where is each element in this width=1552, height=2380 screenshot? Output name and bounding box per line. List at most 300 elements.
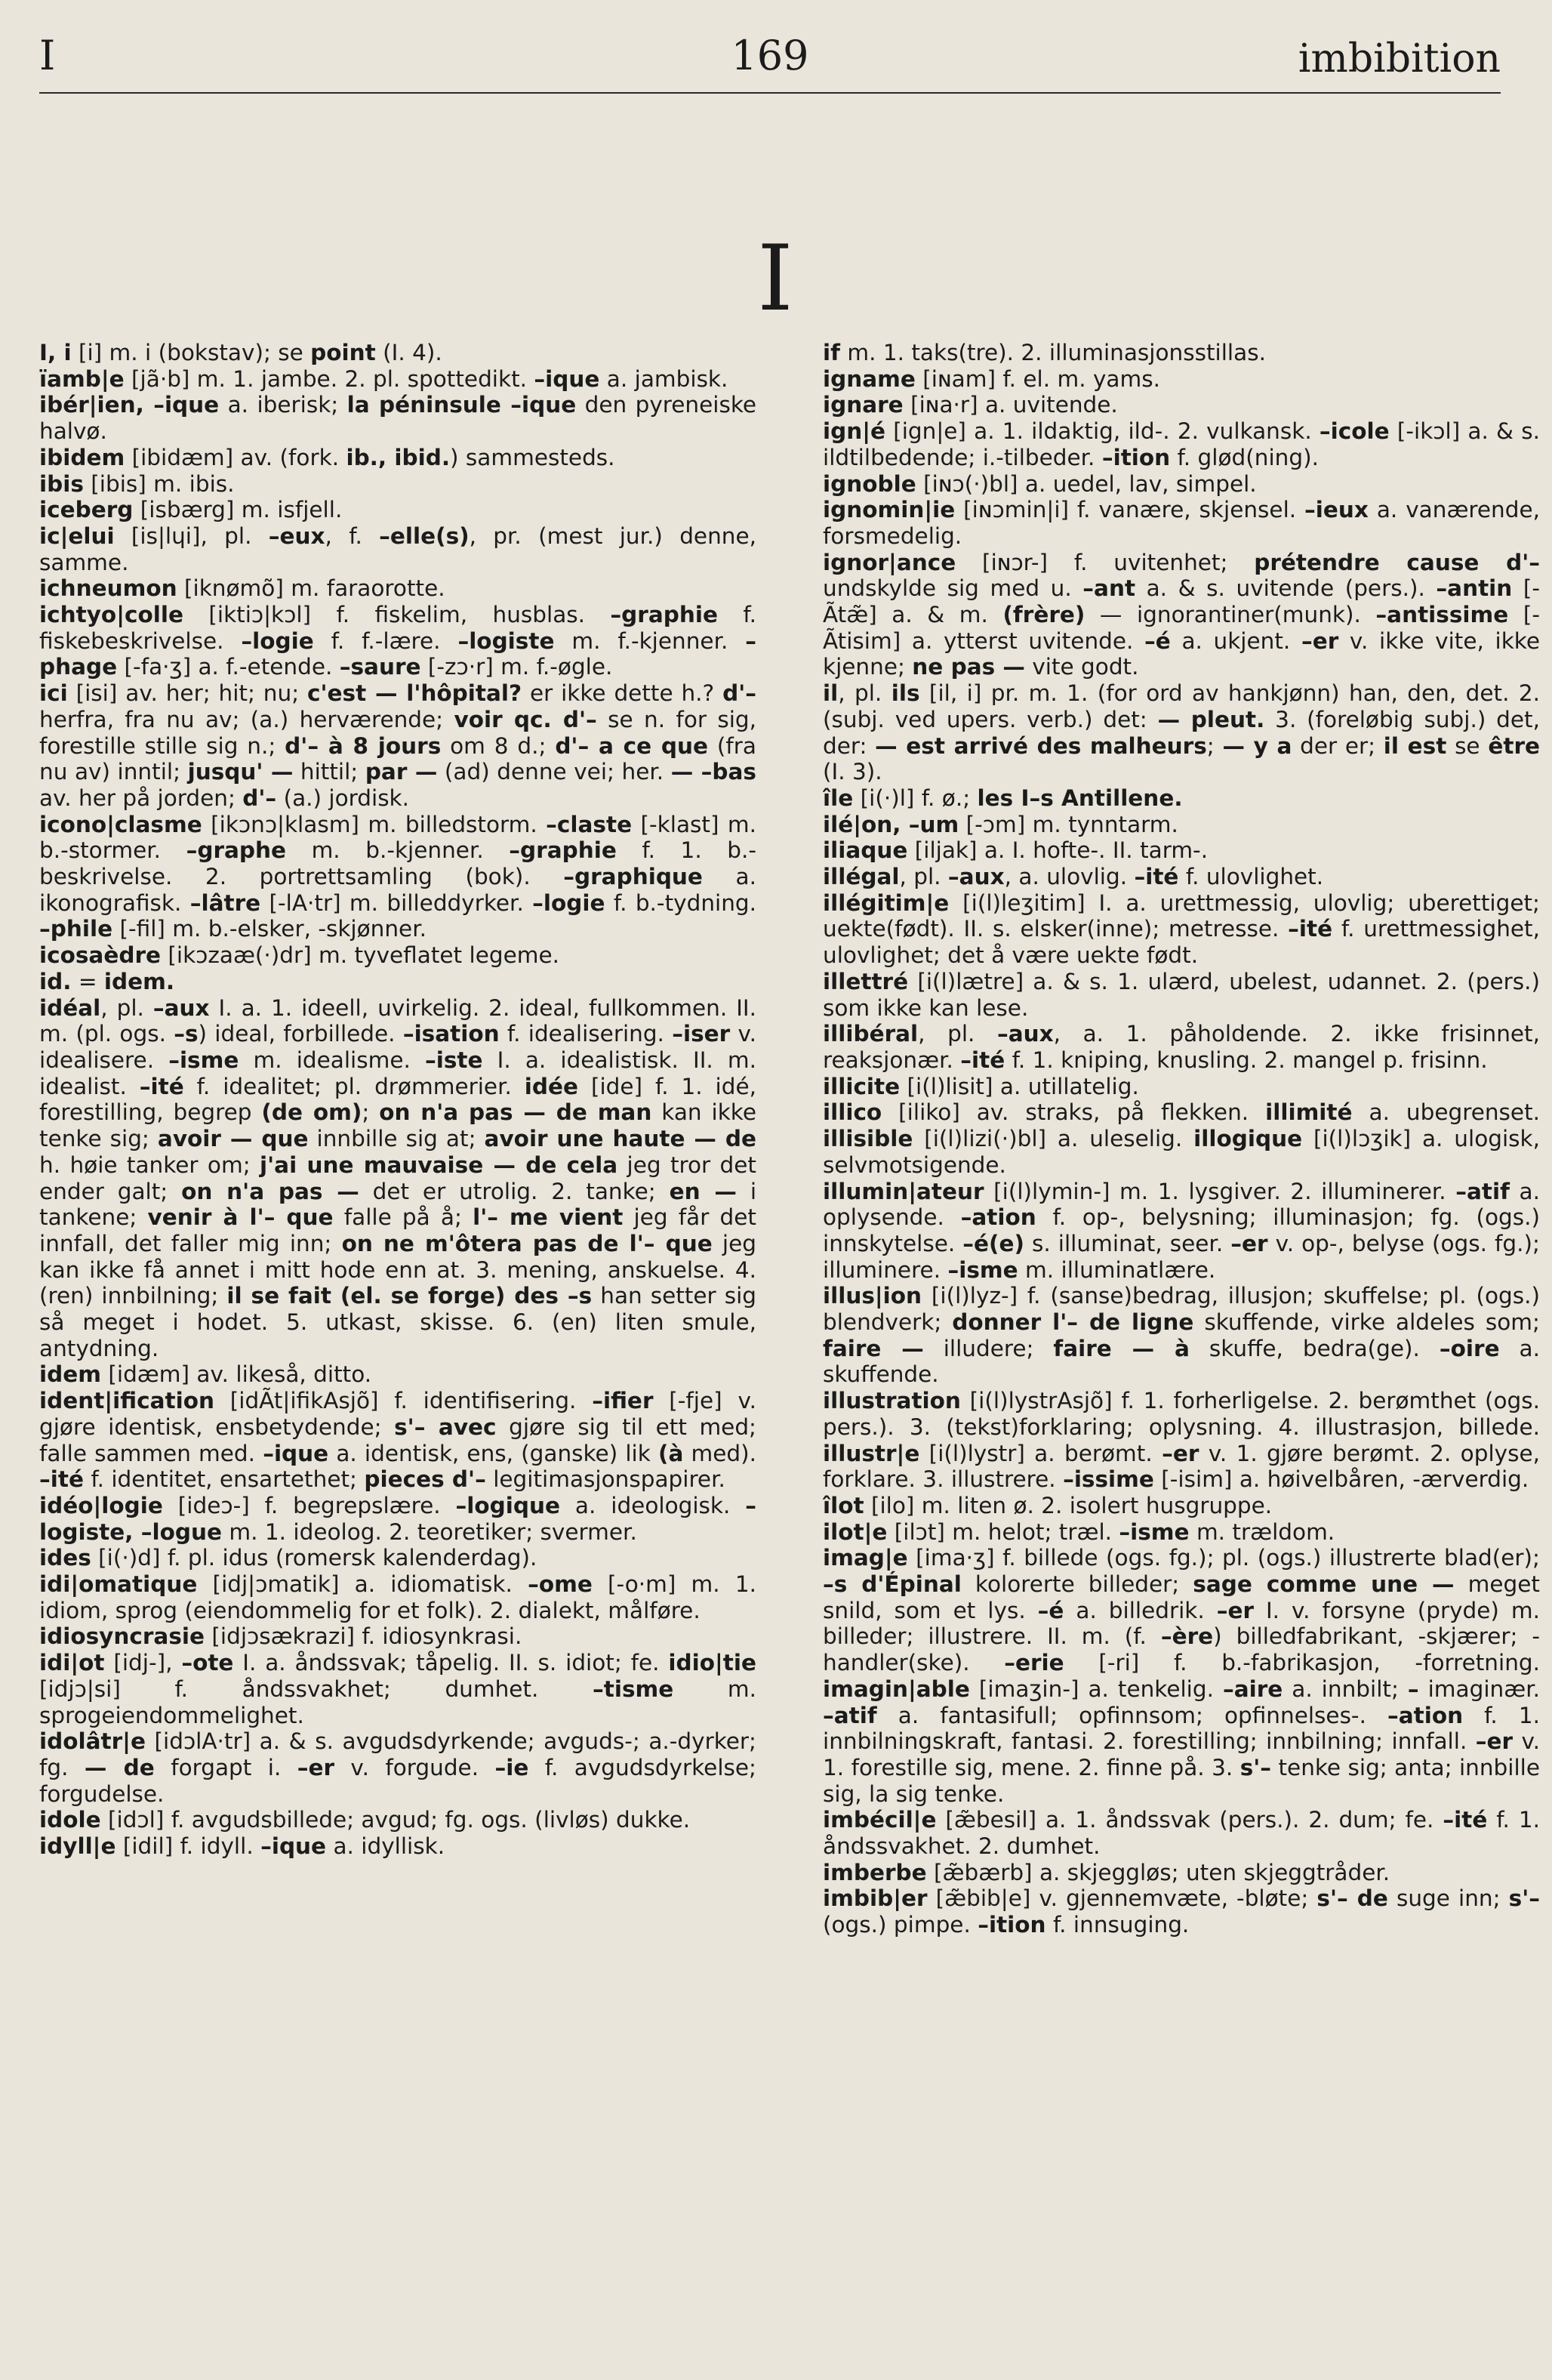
entry-text: a. vanærende, forsmedelig. <box>823 497 1540 549</box>
entry-headword: –isme <box>947 1256 1018 1283</box>
dictionary-entry <box>39 1728 756 1807</box>
entry-headword: –logiste <box>457 627 555 654</box>
entry-headword: ibér|ien, –ique <box>39 392 220 418</box>
entry-text: f. 1. b.-beskrivelse. 2. portrettsamling (bok). <box>39 837 756 890</box>
entry-text: f. identitet, ensartethet; <box>83 1466 365 1493</box>
entry-headword: on n'a pas — de man <box>379 1099 652 1126</box>
entry-headword: jusqu' — <box>187 759 294 785</box>
entry-text: 3. (foreløbig subj.) det, der: <box>823 706 1540 759</box>
entry-headword: il se fait (el. se forge) des –s <box>226 1283 593 1309</box>
entry-text: a. oplysende. <box>823 1178 1540 1231</box>
entry-text: [iknømõ] m. faraorotte. <box>177 575 445 602</box>
dictionary-entry <box>39 471 756 498</box>
entry-text: [i(l)lyz-] f. (sanse)bedrag, illusjon; skuffelse; pl. (ogs.) blendverk; <box>823 1283 1540 1336</box>
entry-text: [ima·ʒ] f. billede (ogs. fg.); pl. (ogs.) illustrerte blad(er); <box>907 1545 1540 1571</box>
entry-headword: –iser <box>672 1021 731 1047</box>
entry-text: I. v. forsyne (pryde) m. billeder; illustrere. II. m. (f. <box>823 1597 1540 1650</box>
entry-text: a. & s. uvitende (pers.). <box>1135 575 1437 602</box>
entry-text: f. 1. kniping, knusling. 2. mangel p. frisinn. <box>1005 1047 1488 1073</box>
entry-text: jeg tror det ender galt; <box>39 1151 756 1204</box>
entry-headword: illustr|e <box>823 1440 920 1466</box>
entry-text: m. sprogeiendommelighet. <box>39 1676 756 1728</box>
entry-text: jeg får det innfall, det faller mig inn; <box>39 1204 756 1256</box>
dictionary-entry <box>39 1388 756 1493</box>
entry-headword: –elle(s) <box>379 523 470 549</box>
entry-headword: (à <box>657 1440 684 1466</box>
entry-headword: id. <box>39 968 72 994</box>
entry-text: [ibidæm] av. (fork. <box>125 444 346 470</box>
entry-text: = <box>71 968 104 994</box>
entry-text: a. identisk, ens, (ganske) lik <box>328 1440 658 1466</box>
entry-headword: –er <box>1162 1440 1199 1466</box>
entry-text: [jã·b] m. 1. jambe. 2. pl. spottedikt. <box>124 365 534 392</box>
entry-headword: ilot|e <box>823 1518 888 1545</box>
entry-headword: imberbe <box>823 1859 927 1885</box>
entry-headword: — –bas <box>670 759 756 785</box>
entry-headword: –ant <box>1082 575 1136 602</box>
entry-text: [i(l)lizi(·)bl] a. uleselig. <box>913 1126 1194 1152</box>
entry-headword: voir qc. d'– <box>454 706 597 732</box>
entry-headword: idem. <box>103 968 175 994</box>
entry-text: [iktiɔ|kɔl] f. fiskelim, husblas. <box>183 602 611 628</box>
entry-headword: –ifier <box>592 1388 654 1414</box>
entry-text: imaginær. <box>1418 1676 1540 1702</box>
entry-text: (ad) denne vei; her. <box>437 759 671 785</box>
entry-headword: prétendre cause d'– <box>1254 549 1540 575</box>
entry-headword: –ation <box>1387 1702 1464 1728</box>
entry-headword: –é <box>1144 627 1171 654</box>
entry-text: tenke sig; anta; innbille sig, la sig tenke. <box>823 1754 1540 1807</box>
entry-text: ; <box>1206 732 1223 759</box>
entry-headword: ilé|on, –um <box>823 811 959 837</box>
entry-text: [idil] f. idyll. <box>115 1833 261 1860</box>
entry-text: , pl. <box>100 994 153 1021</box>
entry-text: han setter sig så meget i hodet. 5. utkast, skisse. 6. (en) liten smule, antydning. <box>39 1283 756 1361</box>
entry-headword: –aux <box>152 994 210 1021</box>
dictionary-entry <box>823 837 1540 864</box>
entry-headword: idéal <box>39 994 101 1021</box>
entry-headword: ign|é <box>823 418 886 445</box>
dictionary-entry <box>823 1545 1540 1807</box>
entry-headword: j'ai une mauvaise — de cela <box>260 1151 618 1178</box>
entry-text: kan ikke tenke sig; <box>39 1099 756 1152</box>
entry-text: hittil; <box>293 759 365 785</box>
dictionary-entry <box>39 602 756 680</box>
entry-headword: ne pas — <box>912 654 1025 680</box>
entry-headword: –logie <box>532 889 605 916</box>
entry-text: skuffende, virke aldeles som; <box>1193 1309 1540 1336</box>
entry-text: s. illuminat, seer. <box>1024 1230 1231 1256</box>
entry-headword: –antin <box>1436 575 1513 602</box>
entry-headword: s'– de <box>1316 1885 1388 1912</box>
entry-text: h. høie tanker om; <box>39 1151 260 1178</box>
entry-headword: –eux <box>268 523 325 549</box>
entry-text: f. idealisering. <box>499 1021 673 1047</box>
entry-text: , pl. <box>899 864 948 890</box>
entry-headword: –s d'Épinal <box>823 1571 962 1598</box>
dictionary-entry <box>823 550 1540 681</box>
entry-text: f. idealitet; pl. drømmerier. <box>183 1073 525 1099</box>
entry-headword: c'est — l'hôpital? <box>307 680 522 707</box>
entry-text: [i(l)leʒitim] I. a. urettmessig, ulovlig; uberettiget; uekte(født). II. s. elsker(inne); metresse. <box>823 889 1540 942</box>
entry-headword: s'– <box>1508 1885 1540 1912</box>
entry-text: , pl. <box>918 1021 997 1047</box>
entry-headword: –ité <box>139 1073 184 1099</box>
dictionary-entry <box>39 995 756 1362</box>
entry-text: [ilɔt] m. helot; træl. <box>887 1518 1119 1545</box>
entry-text: jeg kan ikke få annet i mitt hode enn at. 3. mening, anskuelse. 4. (ren) innbilning; <box>39 1230 756 1309</box>
entry-text: [-Ãtisim] a. ytterst uvitende. <box>823 602 1540 654</box>
entry-text: herfra, fra nu av; (a.) herværende; <box>39 706 454 732</box>
entry-text: m. illuminatlære. <box>1018 1256 1216 1283</box>
entry-headword: ignoble <box>823 470 916 497</box>
entry-headword: –ote <box>181 1650 234 1676</box>
entry-text: m. f.-kjenner. <box>554 627 746 654</box>
entry-text: se <box>1446 732 1489 759</box>
entry-headword: faire — <box>823 1335 924 1361</box>
entry-headword: –ique <box>534 365 600 392</box>
entry-text: a. ukjent. <box>1170 627 1301 654</box>
entry-headword: par — <box>365 759 438 785</box>
entry-text: kolorerte billeder; <box>961 1571 1193 1598</box>
entry-headword: – <box>1407 1676 1419 1702</box>
entry-headword: imbib|er <box>823 1885 928 1912</box>
dictionary-entry <box>823 890 1540 969</box>
entry-headword: s'– avec <box>394 1414 497 1440</box>
entry-text: , a. ulovlig. <box>1004 864 1135 890</box>
entry-text: skuffe, bedra(ge). <box>1189 1335 1440 1361</box>
entry-headword: on ne m'ôtera pas de l'– que <box>341 1230 713 1256</box>
entry-text: [iɴɔ(·)bl] a. uedel, lav, simpel. <box>916 470 1257 497</box>
entry-text: , f. <box>325 523 380 549</box>
entry-text: f. 1. innbilningskraft, fantasi. 2. forestilling; innbilning; innfall. <box>823 1702 1540 1755</box>
entry-headword: –é(e) <box>962 1230 1025 1256</box>
entry-headword: imbécil|e <box>823 1807 937 1833</box>
entry-headword: l'– me vient <box>473 1204 624 1231</box>
entry-text: ) ideal, forbillede. <box>198 1021 403 1047</box>
dictionary-entry <box>39 1545 756 1571</box>
entry-headword: illégitim|e <box>823 889 950 916</box>
entry-text: a. innbilt; <box>1283 1676 1408 1702</box>
entry-headword: idée <box>524 1073 579 1099</box>
dictionary-entry <box>39 1493 756 1545</box>
entry-headword: iliaque <box>823 837 908 864</box>
entry-text: [iɴɔmin|i] f. vanære, skjensel. <box>955 497 1305 523</box>
entry-headword: –er <box>1216 1597 1255 1623</box>
dictionary-entry <box>823 1493 1540 1519</box>
entry-text: v. idealisere. <box>39 1021 756 1073</box>
dictionary-entry <box>39 812 756 943</box>
entry-headword: –saure <box>339 654 421 680</box>
entry-headword: –ité <box>39 1466 84 1493</box>
entry-text: er ikke dette h.? <box>522 680 723 707</box>
entry-headword: illisible <box>823 1126 913 1152</box>
entry-text: — ignorantiner(munk). <box>1085 602 1376 628</box>
entry-headword: illimité <box>1265 1099 1353 1126</box>
entry-headword: d'– <box>242 785 277 811</box>
dictionary-entry <box>823 1179 1540 1284</box>
entry-text: v. op-, belyse (ogs. fg.); illuminere. <box>823 1230 1540 1283</box>
entry-headword: illicite <box>823 1073 901 1099</box>
entry-text: [-zɔ·r] m. f.-øgle. <box>420 654 613 680</box>
entry-text: [ilo] m. liten ø. 2. isolert husgruppe. <box>864 1492 1273 1518</box>
dictionary-entry <box>823 340 1540 366</box>
entry-text: [-klast] m. b.-stormer. <box>39 811 756 864</box>
entry-headword: –lâtre <box>189 889 261 916</box>
entry-headword: –claste <box>546 811 633 837</box>
entry-headword: –er <box>1230 1230 1268 1256</box>
entry-text: m. 1. taks(tre). 2. illuminasjonsstillas. <box>839 340 1266 365</box>
entry-headword: ichneumon <box>39 575 177 602</box>
entry-text: [iɴɔr-] f. uvitenhet; <box>956 549 1255 575</box>
entry-headword: faire — à <box>1053 1335 1190 1361</box>
entry-headword: –ité <box>1134 864 1179 890</box>
entry-headword: d'– à 8 jours <box>285 732 442 759</box>
entry-headword: –ité <box>1443 1807 1488 1833</box>
right-column <box>823 340 1540 2333</box>
entry-headword: –ité <box>960 1047 1005 1073</box>
entry-headword: ibidem <box>39 444 125 470</box>
entry-text: suge inn; <box>1387 1885 1509 1912</box>
entry-headword: illus|ion <box>823 1283 922 1309</box>
entry-headword: imag|e <box>823 1545 908 1571</box>
entry-text: m. trældom. <box>1189 1518 1335 1545</box>
entry-headword: –icole <box>1319 418 1390 445</box>
entry-headword: d'– a ce que <box>555 732 709 759</box>
entry-text: ) sammesteds. <box>450 444 615 470</box>
dictionary-entry <box>823 471 1540 498</box>
entry-text: (I. 3). <box>823 759 882 785</box>
entry-headword: –ique <box>260 1833 327 1860</box>
entry-headword: –graphie <box>610 602 718 628</box>
entry-headword: –aux <box>947 864 1005 890</box>
dictionary-entry <box>823 418 1540 470</box>
dictionary-entry <box>39 680 756 812</box>
dictionary-entry <box>823 1860 1540 1886</box>
entry-headword: –ité <box>1288 916 1333 942</box>
entry-headword: illogique <box>1193 1126 1303 1152</box>
dictionary-entry <box>823 1885 1540 1938</box>
dictionary-entry <box>823 864 1540 890</box>
entry-text: , a. 1. påholdende. 2. ikke frisinnet, reaksjonær. <box>823 1021 1540 1073</box>
entry-headword: idyll|e <box>39 1833 116 1860</box>
dictionary-entry <box>823 969 1540 1021</box>
entry-headword: — est arrivé des malheurs <box>875 732 1207 759</box>
entry-text: den pyreneiske halvø. <box>39 392 756 445</box>
entry-headword: illumin|ateur <box>823 1178 984 1204</box>
entry-headword: venir à l'– que <box>147 1204 334 1231</box>
entry-text: det er utrolig. 2. tanke; <box>359 1178 670 1204</box>
entry-headword: –erie <box>1004 1650 1064 1676</box>
entry-text: [idÃt|ifikAsjõ] f. identifisering. <box>214 1388 593 1414</box>
entry-headword: avoir — que <box>157 1126 309 1152</box>
entry-text: [-ɔm] m. tynntarm. <box>959 811 1178 837</box>
entry-headword: ides <box>39 1545 91 1571</box>
entry-text: [ikɔzaæ(·)dr] m. tyveflatet legeme. <box>161 942 559 969</box>
entry-headword: les I–s Antillene. <box>977 785 1183 811</box>
entry-headword: (de om) <box>261 1099 362 1126</box>
entry-headword: imagin|able <box>823 1676 970 1702</box>
entry-text: [i] m. i (bokstav); se <box>71 340 311 365</box>
entry-text: a. billedrik. <box>1064 1597 1217 1623</box>
guide-word: imbibition <box>1298 36 1501 82</box>
entry-text: f. ulovlighet. <box>1178 864 1324 890</box>
entry-headword: –graphie <box>509 837 617 864</box>
dictionary-entry <box>823 1283 1540 1388</box>
entry-text: I. a. 1. ideell, uvirkelig. 2. ideal, fullkommen. II. m. (pl. ogs. <box>39 994 756 1047</box>
entry-text: innbille sig at; <box>308 1126 485 1152</box>
entry-text: a. idyllisk. <box>326 1833 445 1860</box>
entry-headword: idem <box>39 1361 101 1388</box>
entry-headword: idolâtr|e <box>39 1728 146 1755</box>
entry-headword: –er <box>1475 1728 1514 1755</box>
entry-headword: illégal <box>823 864 900 890</box>
entry-text: [-fil] m. b.-elsker, -skjønner. <box>112 916 427 942</box>
entry-text: a. iberisk; <box>219 392 347 418</box>
entry-text: illudere; <box>923 1335 1054 1361</box>
entry-headword: icosaèdre <box>39 942 162 969</box>
entry-headword: –é <box>1037 1597 1064 1623</box>
entry-text: f. innsuging. <box>1045 1912 1190 1938</box>
entry-text: [il, i] pr. m. 1. (for ord av hankjønn) han, den, det. 2. (subj. ved upers. verb.) det: <box>823 680 1540 732</box>
entry-text: se n. for sig, forestille stille sig n.; <box>39 706 756 759</box>
entry-text: [ign|e] a. 1. ildaktig, ild-. 2. vulkansk. <box>885 418 1320 445</box>
entry-headword: il <box>823 680 839 707</box>
entry-text: [iɴa·r] a. uvitende. <box>903 392 1118 418</box>
entry-text: [-ri] f. b.-fabrikasjon, -forretning. <box>1064 1650 1540 1676</box>
entry-text: [æ̃bærb] a. skjeggløs; uten skjeggtråder. <box>926 1859 1390 1885</box>
entry-headword: –isme <box>168 1047 239 1073</box>
entry-text: , pl. <box>838 680 891 707</box>
entry-headword: en — <box>669 1178 737 1204</box>
entry-text: [æ̃besil] a. 1. åndssvak (pers.). 2. dum; fe. <box>936 1807 1443 1833</box>
header-letter: I <box>39 32 56 79</box>
dictionary-entry <box>39 1623 756 1650</box>
entry-headword: –ome <box>528 1571 593 1598</box>
entry-text: der er; <box>1292 732 1384 759</box>
entry-text: I. a. åndssvak; tåpelig. II. s. idiot; fe. <box>233 1650 669 1676</box>
entry-text: legitimasjonspapirer. <box>485 1466 725 1493</box>
entry-text: m. 1. ideolog. 2. teoretiker; svermer. <box>222 1518 637 1545</box>
entry-headword: iceberg <box>39 497 134 523</box>
entry-headword: –ition <box>978 1912 1046 1938</box>
entry-headword: –ation <box>960 1204 1036 1231</box>
entry-headword: ib., ibid. <box>346 444 451 470</box>
dictionary-entry <box>823 1519 1540 1546</box>
entry-headword: –iste <box>424 1047 483 1073</box>
entry-text: f. avgudsdyrkelse; forgudelse. <box>39 1754 756 1807</box>
entry-text: i tankene; <box>39 1178 756 1231</box>
entry-headword: ident|ification <box>39 1388 214 1414</box>
dictionary-entry <box>39 969 756 995</box>
entry-headword: illustration <box>823 1388 961 1414</box>
entry-text: [idjɔ|si] f. åndssvakhet; dumhet. <box>39 1676 593 1702</box>
dictionary-entry <box>39 392 756 444</box>
entry-text: I. a. idealistisk. II. m. idealist. <box>39 1047 756 1099</box>
dictionary-entry <box>823 1021 1540 1073</box>
entry-text: [i(l)lystr] a. berømt. <box>919 1440 1162 1466</box>
entry-text: (fra nu av) inntil; <box>39 732 756 785</box>
entry-headword: –ie <box>494 1754 529 1780</box>
entry-headword: idiosyncrasie <box>39 1623 205 1650</box>
entry-text: [isbærg] m. isfjell. <box>133 497 343 523</box>
entry-headword: if <box>823 340 840 365</box>
dictionary-entry <box>39 445 756 471</box>
entry-headword: –s <box>174 1021 199 1047</box>
entry-headword: illico <box>823 1099 882 1126</box>
entry-headword: on n'a pas — <box>181 1178 359 1204</box>
entry-headword: –oire <box>1439 1335 1500 1361</box>
entry-headword: illibéral <box>823 1021 919 1047</box>
dictionary-entry <box>39 575 756 602</box>
entry-headword: –aux <box>996 1021 1054 1047</box>
entry-headword: icono|clasme <box>39 811 202 837</box>
entry-headword: –logiste, –logue <box>39 1492 756 1545</box>
entry-headword: –ère <box>1160 1623 1214 1650</box>
entry-headword: être <box>1488 732 1540 759</box>
entry-headword: ils <box>891 680 920 707</box>
entry-text: om 8 d.; <box>441 732 556 759</box>
entry-headword: –graphique <box>563 864 703 890</box>
entry-headword: –graphe <box>186 837 287 864</box>
entry-headword: la péninsule –ique <box>346 392 577 418</box>
entry-text: [idj|ɔmatik] a. idiomatisk. <box>197 1571 528 1598</box>
entry-headword: pieces d'– <box>364 1466 486 1493</box>
entry-text: m. idealisme. <box>239 1047 425 1073</box>
entry-text: ) billedfabrikant, -skjærer; -handler(ske). <box>823 1623 1540 1676</box>
entry-headword: — pleut. <box>1157 706 1265 732</box>
entry-text: m. b.-kjenner. <box>286 837 510 864</box>
entry-headword: –antissime <box>1375 602 1509 628</box>
entry-headword: ic|elui <box>39 523 115 549</box>
entry-headword: –issime <box>1063 1466 1154 1493</box>
entry-text: a. ideologisk. <box>560 1492 746 1518</box>
entry-text: [-isim] a. høivelbåren, -ærverdig. <box>1153 1466 1529 1493</box>
dictionary-entry <box>39 1833 756 1860</box>
entry-headword: –ique <box>263 1440 329 1466</box>
entry-headword: (frère) <box>1002 602 1085 628</box>
entry-headword: idio|tie <box>668 1650 756 1676</box>
dictionary-entry <box>39 340 756 366</box>
entry-headword: — de <box>84 1754 155 1780</box>
entry-text: [isi] av. her; hit; nu; <box>67 680 307 707</box>
dictionary-entry <box>823 812 1540 838</box>
entry-text: f. f.-lære. <box>313 627 458 654</box>
entry-headword: –isme <box>1119 1518 1190 1545</box>
entry-text: [idæm] av. likeså, ditto. <box>100 1361 372 1388</box>
entry-text: undskylde sig med u. <box>823 575 1083 602</box>
entry-headword: I, i <box>39 340 72 365</box>
entry-text: a. ikonografisk. <box>39 864 756 916</box>
entry-text: [imaʒin-] a. tenkelig. <box>969 1676 1223 1702</box>
entry-text: [-o·m] m. 1. idiom, sprog (eiendommelig for et folk). 2. dialekt, målføre. <box>39 1571 756 1623</box>
entry-text: [ikɔnɔ|klasm] m. billedstorm. <box>202 811 547 837</box>
dictionary-entry <box>39 1361 756 1388</box>
entry-headword: –phage <box>39 627 756 680</box>
entry-text: [ide] f. 1. idé, forestilling, begrep <box>39 1073 756 1126</box>
entry-text: a. fantasifull; opfinnsom; opfinnelses-. <box>876 1702 1387 1728</box>
dictionary-entry <box>39 366 756 393</box>
entry-headword: ibis <box>39 470 84 497</box>
entry-text: [æ̃bib|e] v. gjennemvæte, -bløte; <box>927 1885 1317 1912</box>
page-number: 169 <box>731 32 809 79</box>
entry-text: v. ikke vite, ikke kjenne; <box>823 627 1540 680</box>
entry-text: meget snild, som et lys. <box>823 1571 1540 1623</box>
entry-headword: ïamb|e <box>39 365 125 392</box>
entry-headword: donner l'– de ligne <box>952 1309 1194 1336</box>
entry-headword: point <box>310 340 376 365</box>
entry-text: [idɔl] f. avgudsbillede; avgud; fg. ogs. (livløs) dukke. <box>100 1807 691 1833</box>
